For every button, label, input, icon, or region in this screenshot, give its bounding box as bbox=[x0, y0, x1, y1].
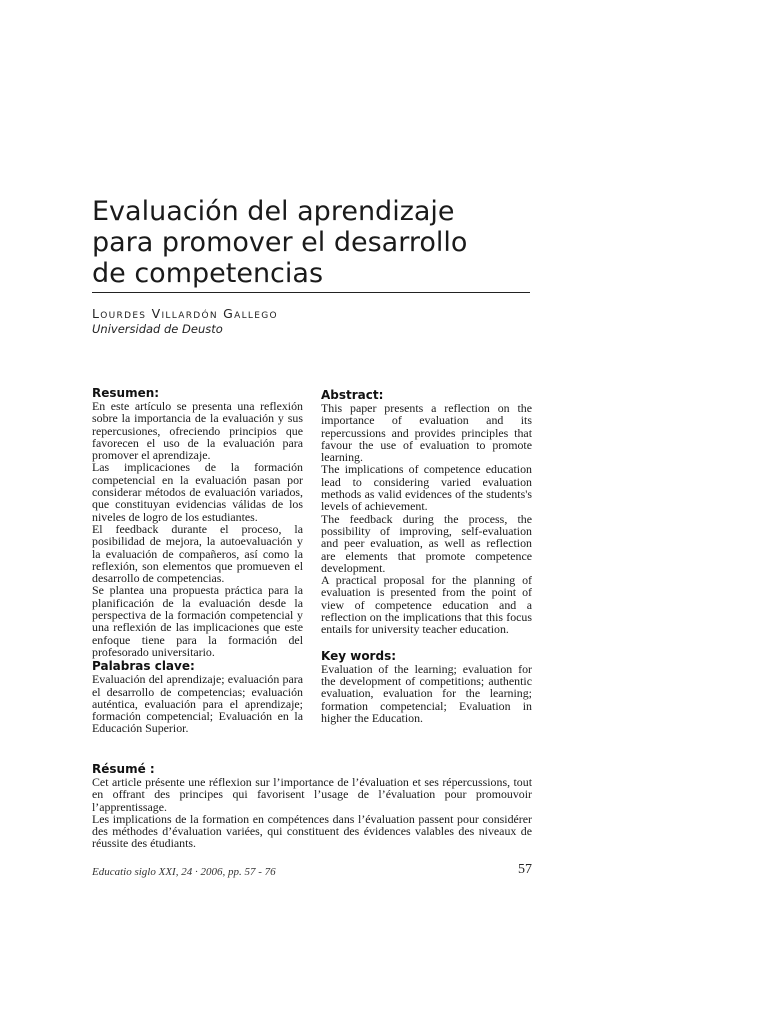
abstract-paragraph: The feedback during the process, the possibility of improving, self-evaluation and peer evaluation, as well as reflection are elements that promote competence development. bbox=[321, 511, 532, 575]
abstract-paragraph: The implications of competence education lead to considering varied evaluation methods as valid evidences of the students's levels of achievement. bbox=[321, 462, 532, 514]
resumen-heading: Resumen: bbox=[92, 386, 160, 400]
title-line-3: de competencias bbox=[92, 258, 324, 289]
english-abstract-column bbox=[321, 388, 532, 724]
palabras-clave-text: Evaluación del aprendizaje; evaluación para el desarrollo de competencias; evaluación auténtica, evaluación para el aprendizaje; formación competencial; Evaluación en la Educación Superior. bbox=[92, 672, 303, 736]
journal-citation: Educatio siglo XXI, 24 · 2006, pp. 57 - 76 bbox=[92, 866, 276, 878]
resume-paragraph: Les implications de la formation en compétences dans l’évaluation passent pour considérer des méthodes d’évaluation variées, qui constituent des évidences valables des niveaux de réussite des étudiants. bbox=[92, 811, 532, 851]
french-abstract bbox=[92, 762, 532, 850]
title-line-1: Evaluación del aprendizaje bbox=[92, 196, 455, 227]
resumen-paragraph: El feedback durante el proceso, la posibilidad de mejora, la autoevaluación y la evaluación de compañeros, así como la reflexión, son elementos que promueven el desarrollo de competencias. bbox=[92, 521, 303, 586]
palabras-clave-heading: Palabras clave: bbox=[92, 659, 195, 674]
key-words-text: Evaluation of the learning; evaluation for the development of competitions; authentic evaluation, evaluation for the learning; formation competencial; Evaluation in higher the Education. bbox=[321, 661, 532, 725]
resumen-paragraph: Se plantea una propuesta práctica para la planificación de la evaluación desde la perspectiva de la formación competencial y una reflexión de las implicaciones que este enfoque tiene para la formación del profesorado universitario. bbox=[92, 583, 303, 659]
abstract-heading: Abstract: bbox=[321, 388, 384, 402]
page-number: 57 bbox=[518, 862, 532, 877]
resumen-paragraph: Las implicaciones de la formación competencial en la evaluación pasan por considerar métodos de evaluación variados, que constituyan evidencias válidas de los niveles de logro de los estudiantes. bbox=[92, 460, 303, 524]
title-divider bbox=[92, 292, 530, 293]
key-words-heading: Key words: bbox=[321, 648, 397, 663]
page-title bbox=[92, 196, 532, 289]
author-affiliation: Universidad de Deusto bbox=[92, 322, 223, 336]
resumen-paragraph: En este artículo se presenta una reflexión sobre la importancia de la evaluación y sus repercusiones, ofreciendo principios que favorecen el uso de la evaluación para promover el aprendizaje. bbox=[92, 399, 303, 463]
title-line-2: para promover el desarrollo bbox=[92, 227, 468, 258]
abstract-paragraph: This paper presents a reflection on the importance of evaluation and its repercussions and provides principles that favour the use of evaluation to promote learning. bbox=[321, 401, 532, 465]
author-name: Lourdes Villardón Gallego bbox=[92, 306, 278, 321]
spanish-abstract-column bbox=[92, 386, 303, 735]
resume-paragraph: Cet article présente une réflexion sur l’importance de l’évaluation et ses répercussions, tout en offrant des principes qui favorisent l’usage de l’évaluation pour promouvoir l’apprentissage. bbox=[92, 775, 532, 814]
resume-heading: Résumé : bbox=[92, 762, 155, 776]
abstract-paragraph: A practical proposal for the planning of evaluation is presented from the point of view of competence education and a reflection on the implications that this focus entails for university teacher education. bbox=[321, 573, 532, 637]
